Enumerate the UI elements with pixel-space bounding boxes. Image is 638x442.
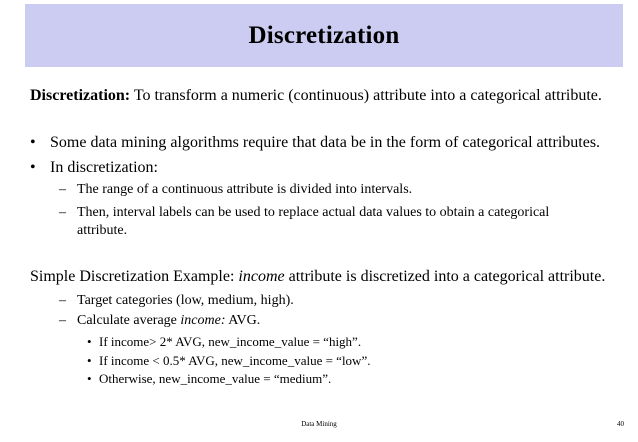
bullet-text: In discretization: xyxy=(50,159,158,176)
rule-text: If income> 2* AVG, new_income_value = “high”. xyxy=(99,334,362,349)
sub-bullet-text: The range of a continuous attribute is divided into intervals. xyxy=(77,182,413,197)
title-banner xyxy=(25,4,623,67)
footer-page-number: 40 xyxy=(617,420,624,428)
bullet-marker: • xyxy=(87,371,92,386)
sub-bullet-item xyxy=(59,181,599,199)
bullet-marker: • xyxy=(87,334,92,349)
definition-text: To transform a numeric (continuous) attribute into a categorical attribute. xyxy=(130,87,602,104)
rule-text: Otherwise, new_income_value = “medium”. xyxy=(99,371,332,386)
example-prefix: Simple Discretization Example: xyxy=(30,268,239,285)
bullet-marker: • xyxy=(87,353,92,368)
definition-term: Discretization: xyxy=(30,87,131,104)
rule-item xyxy=(87,352,370,369)
dash-marker: – xyxy=(59,293,66,308)
rule-text: If income < 0.5* AVG, new_income_value = “low”. xyxy=(99,353,371,368)
bullet-text: Some data mining algorithms require that data be in the form of categorical attributes. xyxy=(50,134,601,151)
avg-italic-term: income: xyxy=(180,313,226,328)
slide-title: Discretization xyxy=(248,21,400,49)
dash-marker: – xyxy=(59,182,66,197)
avg-prefix: Calculate average xyxy=(77,313,181,328)
dash-marker: – xyxy=(59,313,66,328)
example-sub-item xyxy=(59,312,599,330)
rule-item xyxy=(87,333,361,350)
example-sub-text xyxy=(59,312,599,330)
bullet-item xyxy=(30,133,600,153)
example-sub-text: Target categories (low, medium, high). xyxy=(77,293,294,308)
bullet-marker: • xyxy=(30,134,36,151)
sub-bullet-item xyxy=(59,204,599,240)
footer-course: Data Mining xyxy=(301,420,337,428)
example-suffix: attribute is discretized into a categorical attribute. xyxy=(284,268,606,285)
sub-bullet-text: Then, interval labels can be used to replace actual data values to obtain a categorical attribute. xyxy=(77,205,550,238)
rule-item xyxy=(87,370,331,387)
bullet-marker: • xyxy=(30,159,36,176)
dash-marker: – xyxy=(59,205,66,220)
avg-suffix: AVG. xyxy=(225,313,261,328)
example-line xyxy=(30,267,605,287)
bullet-item xyxy=(30,158,158,178)
example-attribute: income xyxy=(238,268,285,285)
example-sub-item xyxy=(59,292,599,310)
definition-line xyxy=(30,86,602,106)
